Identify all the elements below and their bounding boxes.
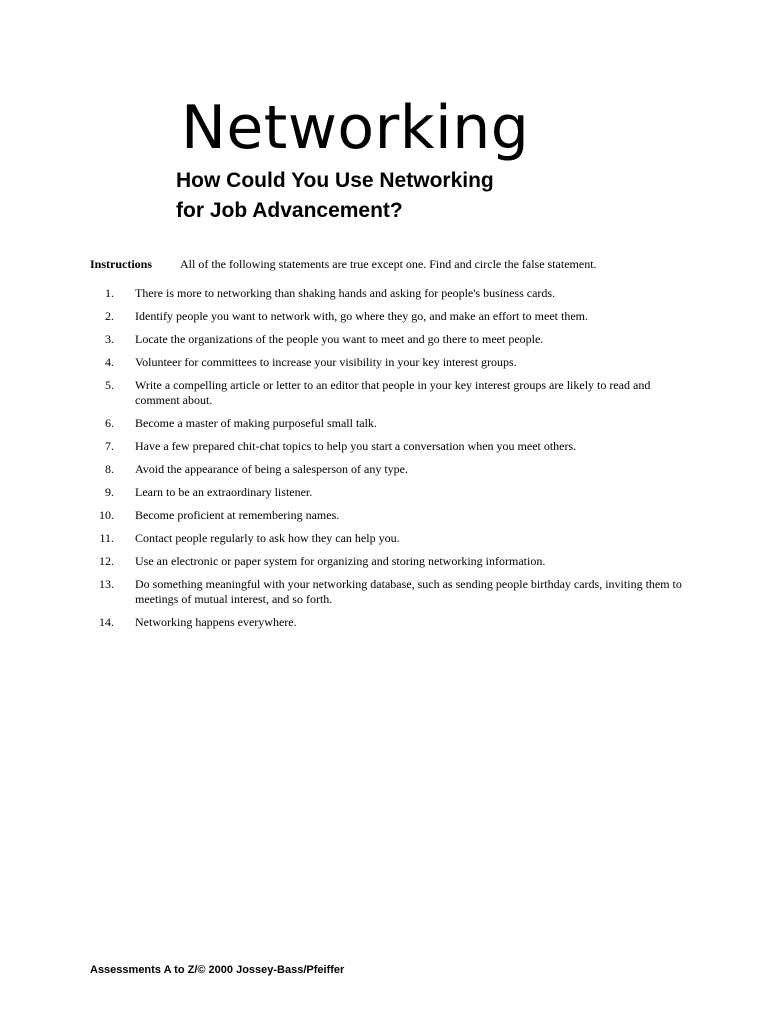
item-number: 13. (99, 577, 114, 591)
subtitle-line-1: How Could You Use Networking (176, 169, 494, 192)
item-statement: Locate the organizations of the people you want to meet and go there to meet people. (135, 332, 544, 346)
item-number: 6. (105, 416, 114, 430)
item-statement: Have a few prepared chit-chat topics to help you start a conversation when you meet others. (135, 439, 577, 453)
subtitle-line-2: for Job Advancement? (176, 199, 403, 222)
list-item[interactable] (90, 508, 690, 523)
list-item[interactable] (90, 615, 690, 630)
statement-list (90, 286, 690, 638)
item-number: 11. (99, 531, 114, 545)
page-title: Networking (181, 93, 530, 163)
item-statement: Learn to be an extraordinary listener. (135, 485, 313, 499)
item-statement: Avoid the appearance of being a salesperson of any type. (135, 462, 409, 476)
item-statement: There is more to networking than shaking hands and asking for people's business cards. (135, 286, 556, 300)
item-number: 2. (105, 309, 114, 323)
item-statement: Volunteer for committees to increase your visibility in your key interest groups. (135, 355, 517, 369)
list-item[interactable] (90, 531, 690, 546)
item-statement: Contact people regularly to ask how they can help you. (135, 531, 400, 545)
item-number: 8. (105, 462, 114, 476)
list-item[interactable] (90, 332, 690, 347)
list-item[interactable] (90, 554, 690, 569)
instructions-label: Instructions (90, 257, 153, 271)
item-statement: Use an electronic or paper system for organizing and storing networking information. (135, 554, 546, 568)
item-statement: Identify people you want to network with, go where they go, and make an effort to meet them. (135, 309, 588, 323)
item-number: 9. (105, 485, 114, 499)
item-statement: Do something meaningful with your networking database, such as sending people birthday cards, inviting them to meetings of mutual interest, and so forth. (135, 577, 682, 606)
item-number: 10. (99, 508, 114, 522)
item-number: 7. (105, 439, 114, 453)
item-statement: Networking happens everywhere. (135, 615, 297, 629)
list-item[interactable] (90, 378, 690, 408)
item-statement: Become a master of making purposeful small talk. (135, 416, 377, 430)
list-item[interactable] (90, 577, 690, 607)
list-item[interactable] (90, 462, 690, 477)
item-number: 4. (105, 355, 114, 369)
footer-copyright: Assessments A to Z/© 2000 Jossey-Bass/Pfeiffer (90, 964, 345, 976)
item-number: 3. (105, 332, 114, 346)
item-number: 14. (99, 615, 114, 629)
list-item[interactable] (90, 309, 690, 324)
list-item[interactable] (90, 355, 690, 370)
item-statement: Write a compelling article or letter to an editor that people in your key interest groups are likely to read and comment about. (135, 378, 651, 407)
item-number: 5. (105, 378, 114, 392)
list-item[interactable] (90, 439, 690, 454)
list-item[interactable] (90, 286, 690, 301)
item-number: 12. (99, 554, 114, 568)
list-item[interactable] (90, 416, 690, 431)
page-subtitle (176, 166, 596, 226)
item-number: 1. (105, 286, 114, 300)
instructions-text: All of the following statements are true except one. Find and circle the false statement. (180, 257, 597, 271)
item-statement: Become proficient at remembering names. (135, 508, 340, 522)
list-item[interactable] (90, 485, 690, 500)
